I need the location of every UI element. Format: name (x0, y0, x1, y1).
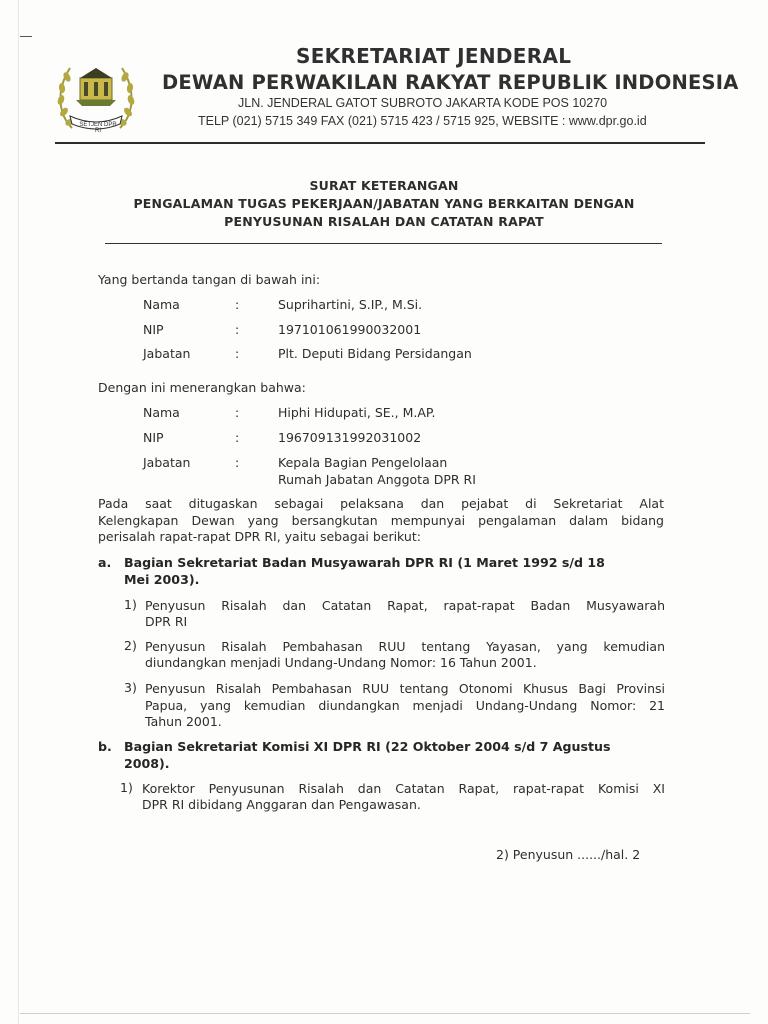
section-a-item2-line2: diundangkan menjadi Undang-Undang Nomor: 16 Tahun 2001. (145, 655, 537, 670)
signatory-value-nip: 197101061990032001 (278, 322, 422, 337)
section-b-item1-num: 1) (120, 780, 133, 795)
title-underline (105, 243, 662, 244)
section-b-marker: b. (98, 739, 112, 754)
signatory-sep-nip: : (235, 322, 240, 337)
scan-mark (20, 36, 32, 37)
signatory-intro: Yang bertanda tangan di bawah ini: (98, 272, 321, 287)
scan-bottom-edge (20, 1013, 750, 1014)
signatory-value-nama: Suprihartini, S.IP., M.Si. (278, 297, 423, 312)
scan-edge (18, 0, 19, 1024)
section-a-item2-line1: Penyusun Risalah Pembahasan RUU tentang Yayasan, yang kemudian (145, 639, 665, 654)
section-a-heading-line2: Mei 2003). (124, 572, 200, 587)
body-line-2: Kelengkapan Dewan yang bersangkutan mempunyai pengalaman dalam bidang (98, 513, 664, 528)
subject-sep-nip: : (235, 430, 240, 445)
section-b-heading-line2: 2008). (124, 756, 170, 771)
logo-ribbon-text: SETJEN DPR RI (79, 122, 117, 134)
letterhead-divider (55, 142, 705, 144)
section-a-marker: a. (98, 555, 112, 570)
section-a-item3-line2: Papua, yang kemudian diundangkan menjadi Undang-Undang Nomor: 21 (145, 698, 665, 713)
body-line-1: Pada saat ditugaskan sebagai pelaksana dan pejabat di Sekretariat Alat (98, 496, 664, 511)
document-title: SURAT KETERANGAN (309, 178, 459, 193)
signatory-sep-nama: : (235, 297, 240, 312)
section-a-item1-line1: Penyusun Risalah dan Catatan Rapat, rapat-rapat Badan Musyawarah (145, 598, 665, 613)
section-b-heading-line1: Bagian Sekretariat Komisi XI DPR RI (22 Oktober 2004 s/d 7 Agustus (124, 739, 611, 754)
subject-value-jabatan: Kepala Bagian Pengelolaan (278, 455, 448, 470)
subject-label-nama: Nama (143, 405, 180, 420)
section-a-item3-num: 3) (124, 680, 137, 695)
subject-label-nip: NIP (143, 430, 164, 445)
letterhead-address: JLN. JENDERAL GATOT SUBROTO JAKARTA KODE POS 10270 (238, 96, 608, 110)
signatory-label-nama: Nama (143, 297, 180, 312)
section-b-item1-line2: DPR RI dibidang Anggaran dan Pengawasan. (142, 797, 421, 812)
signatory-label-jabatan: Jabatan (143, 346, 191, 361)
document-subtitle-line2: PENYUSUNAN RISALAH DAN CATATAN RAPAT (224, 214, 544, 229)
signatory-value-jabatan: Plt. Deputi Bidang Persidangan (278, 346, 472, 361)
section-a-item3-line1: Penyusun Risalah Pembahasan RUU tentang Otonomi Khusus Bagi Provinsi (145, 681, 665, 696)
subject-value-nama: Hiphi Hidupati, SE., M.AP. (278, 405, 436, 420)
letterhead-contact: TELP (021) 5715 349 FAX (021) 5715 423 / 5715 925, WEBSITE : www.dpr.go.id (198, 114, 647, 128)
body-line-3: perisalah rapat-rapat DPR RI, yaitu sebagai berikut: (98, 529, 421, 544)
section-a-item3-line3: Tahun 2001. (145, 714, 222, 729)
section-b-item1-line1: Korektor Penyusunan Risalah dan Catatan Rapat, rapat-rapat Komisi XI (142, 781, 665, 796)
section-a-item2-num: 2) (124, 638, 137, 653)
subject-value-jabatan-line2: Rumah Jabatan Anggota DPR RI (278, 472, 476, 487)
subject-intro: Dengan ini menerangkan bahwa: (98, 380, 306, 395)
page-continuation: 2) Penyusun ....../hal. 2 (496, 847, 641, 862)
letterhead-institution: SEKRETARIAT JENDERAL (296, 44, 572, 68)
letterhead-council: DEWAN PERWAKILAN RAKYAT REPUBLIK INDONESIA (162, 71, 739, 94)
section-a-item1-num: 1) (124, 597, 137, 612)
section-a-item1-line2: DPR RI (145, 614, 188, 629)
subject-sep-jabatan: : (235, 455, 240, 470)
subject-label-jabatan: Jabatan (143, 455, 191, 470)
signatory-sep-jabatan: : (235, 346, 240, 361)
section-a-heading-line1: Bagian Sekretariat Badan Musyawarah DPR RI (1 Maret 1992 s/d 18 (124, 555, 605, 570)
document-subtitle-line1: PENGALAMAN TUGAS PEKERJAAN/JABATAN YANG BERKAITAN DENGAN (133, 196, 635, 211)
subject-value-nip: 196709131992031002 (278, 430, 422, 445)
subject-sep-nama: : (235, 405, 240, 420)
signatory-label-nip: NIP (143, 322, 164, 337)
